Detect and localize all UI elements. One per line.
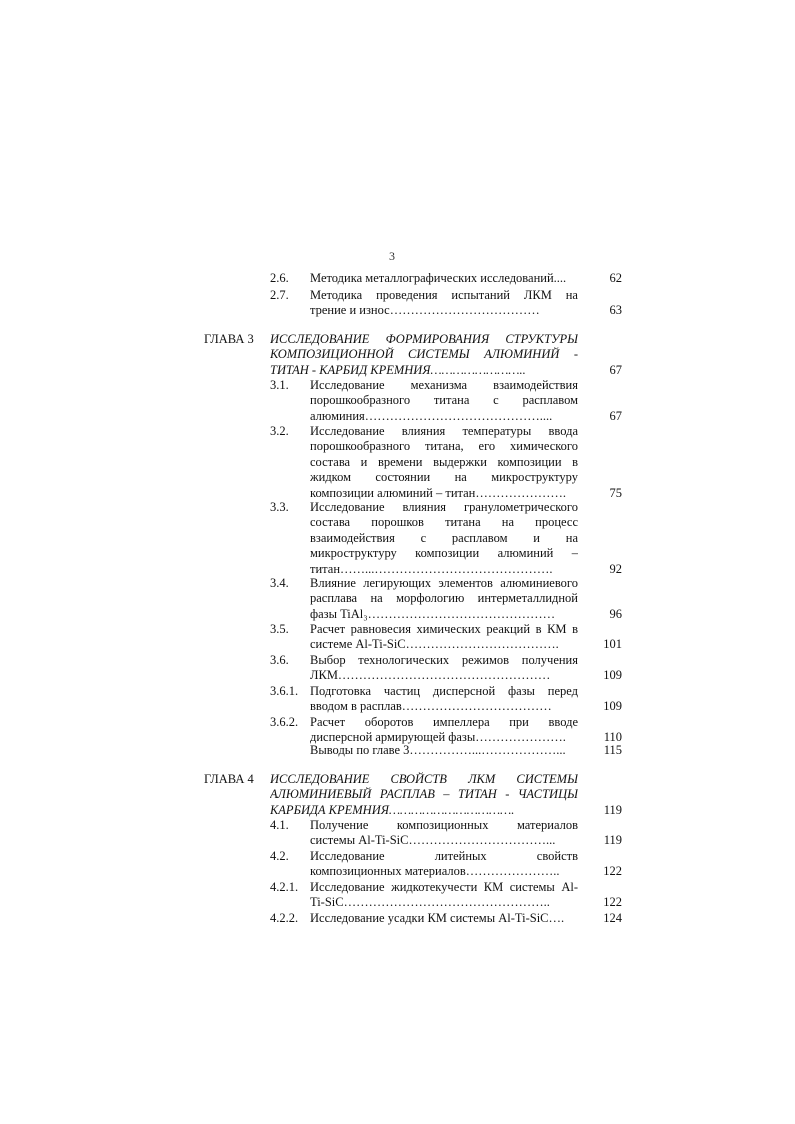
title-line: ИССЛЕДОВАНИЕ СВОЙСТВ ЛКМ СИСТЕМЫ [270, 772, 578, 786]
title-line: Расчет оборотов импеллера при вводе [310, 715, 578, 729]
title-line: Расчет равновесия химических реакций в КМ в [310, 622, 578, 636]
section-number: 4.1. [270, 818, 289, 832]
page-ref: 119 [603, 802, 622, 817]
title-line: титан……...……………………………………. [310, 561, 553, 576]
section-title [310, 849, 578, 880]
title-line: Исследование влияния гранулометрического [310, 500, 578, 514]
chapter-label: ГЛАВА 4 [204, 772, 254, 786]
section-title [310, 271, 578, 286]
page-ref: 115 [603, 743, 622, 757]
page-ref: 101 [603, 637, 622, 652]
title-line: Методика металлографических исследований.... [310, 271, 567, 285]
title-line: дисперсной армирующей фазы…………………. [310, 730, 566, 745]
title-line: микроструктуру композиции алюминий – [310, 546, 578, 561]
section-title [310, 715, 578, 746]
page-ref: 62 [609, 271, 622, 285]
section-title [310, 378, 578, 424]
title-line: Ti-SiC………………………………………….. [310, 895, 550, 910]
section-title [310, 653, 578, 684]
title-line: КАРБИДА КРЕМНИЯ……………………………. [270, 802, 515, 817]
title-line: системе Al-Ti-SiC………………………………. [310, 637, 559, 652]
title-line: порошкообразного титана, его химического [310, 439, 578, 454]
page-ref: 109 [603, 699, 622, 714]
title-line: Исследование усадки КМ системы Al-Ti-SiC…. [310, 911, 565, 925]
title-line: Исследование механизма взаимодействия [310, 378, 578, 392]
section-title [310, 576, 578, 622]
page-ref: 109 [603, 668, 622, 683]
page-ref: 122 [603, 895, 622, 910]
title-line: композиции алюминий – титан…………………. [310, 485, 566, 500]
page-ref: 67 [609, 408, 622, 423]
section-number: 3.5. [270, 622, 289, 636]
title-line: АЛЮМИНИЕВЫЙ РАСПЛАВ – ТИТАН - ЧАСТИЦЫ [270, 787, 578, 802]
title-line: вводом в расплав……………………………… [310, 699, 552, 714]
chapter-title [270, 332, 578, 378]
title-line: системы Al-Ti-SiC……………………………... [310, 833, 556, 848]
section-number: 3.6.1. [270, 684, 299, 698]
section-number: 3.1. [270, 378, 289, 392]
page-ref: 75 [609, 485, 622, 500]
title-line: Получение композиционных материалов [310, 818, 578, 832]
title-line: Исследование литейных свойств [310, 849, 578, 863]
title-line: Методика проведения испытаний ЛКМ на [310, 288, 578, 302]
title-line: Влияние легирующих элементов алюминиевого [310, 576, 578, 590]
section-title [310, 743, 578, 758]
chapter-title [270, 772, 578, 818]
title-line: расплава на морфологию интерметаллидной [310, 591, 578, 606]
section-number: 3.4. [270, 576, 289, 590]
section-number: 2.6. [270, 271, 289, 285]
section-number: 3.3. [270, 500, 289, 514]
section-title [310, 622, 578, 653]
title-line: композиционных материалов………………….. [310, 864, 560, 879]
page-ref: 110 [603, 730, 622, 745]
page-ref: 63 [609, 303, 622, 318]
title-line: состава порошков титана на процесс [310, 515, 578, 530]
section-title [310, 288, 578, 319]
section-number: 4.2. [270, 849, 289, 863]
section-title [310, 818, 578, 849]
title-line: КОМПОЗИЦИОННОЙ СИСТЕМЫ АЛЮМИНИЙ - [270, 347, 578, 362]
section-title [310, 500, 578, 577]
title-line: взаимодействия с расплавом и на [310, 530, 578, 545]
title-line: фазы TiAl₃……………………………………… [310, 606, 556, 621]
page-ref: 122 [603, 864, 622, 879]
chapter-label: ГЛАВА 3 [204, 332, 254, 346]
section-title [310, 911, 578, 926]
title-line: порошкообразного титана с расплавом [310, 393, 578, 408]
title-line: Выводы по главе 3……………...………………... [310, 743, 566, 757]
page-ref: 96 [609, 606, 622, 621]
section-number: 4.2.2. [270, 911, 299, 925]
title-line: трение и износ……………………………… [310, 303, 540, 318]
title-line: ЛКМ…………………………………………… [310, 668, 551, 683]
section-title [310, 880, 578, 911]
section-title [310, 684, 578, 715]
section-number: 3.6.2. [270, 715, 299, 729]
section-number: 3.6. [270, 653, 289, 667]
title-line: Исследование влияния температуры ввода [310, 424, 578, 438]
page-ref: 119 [603, 833, 622, 848]
title-line: ТИТАН - КАРБИД КРЕМНИЯ…………………….. [270, 362, 526, 377]
title-line: Исследование жидкотекучести КМ системы Al- [310, 880, 578, 894]
title-line: алюминия…………………………………….... [310, 408, 553, 423]
title-line: Выбор технологических режимов получения [310, 653, 578, 667]
page-ref: 124 [603, 911, 622, 925]
page-ref: 92 [609, 561, 622, 576]
title-line: жидком состоянии на микроструктуру [310, 470, 578, 485]
title-line: Подготовка частиц дисперсной фазы перед [310, 684, 578, 698]
section-number: 4.2.1. [270, 880, 299, 894]
page-ref: 67 [609, 362, 622, 377]
section-number: 2.7. [270, 288, 289, 302]
page-number: 3 [389, 249, 395, 263]
section-title [310, 424, 578, 501]
section-number: 3.2. [270, 424, 289, 438]
title-line: состава и времени выдержки композиции в [310, 454, 578, 469]
title-line: ИССЛЕДОВАНИЕ ФОРМИРОВАНИЯ СТРУКТУРЫ [270, 332, 578, 346]
